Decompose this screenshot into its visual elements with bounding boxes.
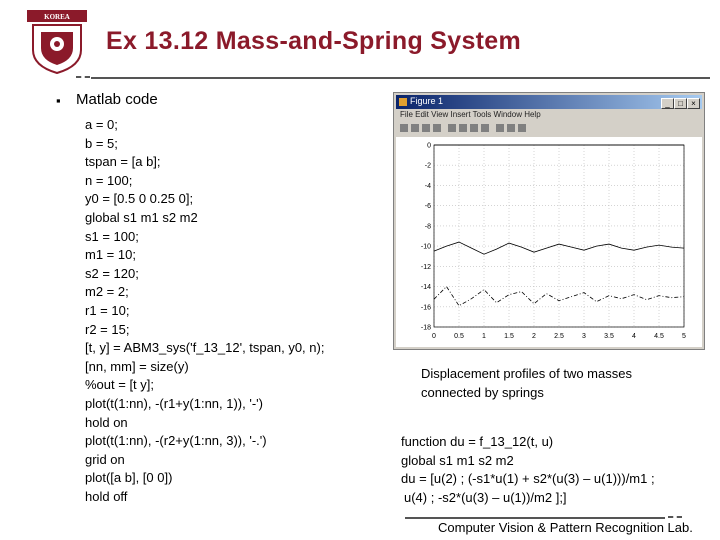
university-logo (27, 10, 87, 74)
code-line: s1 = 100; (85, 228, 139, 244)
x-tick-label: 1.5 (504, 333, 514, 340)
svg-text:KOREA: KOREA (44, 13, 70, 21)
open-file-icon[interactable] (411, 124, 419, 132)
code-line: hold off (85, 488, 128, 504)
figure-caption (421, 364, 632, 402)
arrow-icon[interactable] (470, 124, 478, 132)
line-icon[interactable] (481, 124, 489, 132)
series-line-1 (434, 242, 684, 254)
figure-toolbar (396, 122, 702, 136)
y-tick-label: -18 (420, 324, 431, 332)
function-line: function du = f_13_12(t, u) (401, 434, 554, 449)
save-icon[interactable] (422, 124, 430, 132)
matlab-figure-window (393, 92, 705, 350)
title-rule (91, 77, 710, 79)
x-tick-label: 4.5 (654, 333, 664, 340)
code-line: [nn, mm] = size(y) (85, 358, 189, 374)
caption-line: connected by springs (421, 385, 544, 400)
minimize-button[interactable]: _ (661, 98, 674, 109)
x-tick-label: 2.5 (554, 333, 564, 340)
x-tick-label: 3.5 (604, 333, 614, 340)
y-tick-label: -16 (420, 304, 431, 312)
code-line: global s1 m1 s2 m2 (85, 209, 198, 225)
code-line: %out = [t y]; (85, 377, 155, 393)
print-icon[interactable] (433, 124, 441, 132)
y-tick-label: -4 (424, 182, 431, 190)
code-line: grid on (85, 451, 125, 467)
y-tick-label: -2 (424, 162, 431, 170)
rotate-icon[interactable] (518, 124, 526, 132)
code-line: m1 = 10; (85, 247, 136, 263)
text-icon[interactable] (459, 124, 467, 132)
figure-menubar[interactable]: File Edit View Insert Tools Window Help (400, 110, 541, 119)
x-tick-label: 2 (532, 333, 536, 340)
y-tick-label: 0 (427, 142, 431, 150)
code-line: plot(t(1:nn), -(r1+y(1:nn, 1)), '-') (85, 395, 263, 411)
zoom-in-icon[interactable] (496, 124, 504, 132)
function-code-block (401, 433, 655, 507)
footer-lab-name: Computer Vision & Pattern Recognition Lab. (438, 520, 693, 535)
code-line: tspan = [a b]; (85, 154, 161, 170)
y-tick-label: -6 (424, 203, 431, 211)
section-label: Matlab code (76, 91, 158, 108)
figure-titlebar (396, 95, 702, 109)
edit-plot-icon[interactable] (448, 124, 456, 132)
y-tick-label: -14 (420, 284, 431, 292)
function-line: du = [u(2) ; (-s1*u(1) + s2*(u(3) – u(1)))/m1 ; (401, 471, 655, 486)
code-line: r2 = 15; (85, 321, 130, 337)
new-figure-icon[interactable] (400, 124, 408, 132)
code-line: [t, y] = ABM3_sys('f_13_12', tspan, y0, n); (85, 340, 325, 356)
code-line: plot([a b], [0 0]) (85, 470, 173, 486)
footer-rule (405, 517, 665, 519)
code-line: plot(t(1:nn), -(r2+y(1:nn, 3)), '-.') (85, 433, 267, 449)
function-line: u(4) ; -s2*(u(3) – u(1))/m2 ];] (404, 489, 567, 505)
footer-rule-dash (668, 516, 682, 518)
code-line: n = 100; (85, 172, 133, 188)
code-line: b = 5; (85, 135, 118, 151)
matlab-code-block (85, 116, 324, 506)
y-tick-label: -10 (420, 243, 431, 251)
x-tick-label: 5 (682, 333, 686, 340)
title-rule-dash (76, 76, 90, 78)
page-title: Ex 13.12 Mass-and-Spring System (106, 27, 522, 55)
maximize-button[interactable]: □ (674, 98, 687, 109)
code-line: m2 = 2; (85, 284, 129, 300)
bullet-marker: ▪ (56, 93, 61, 108)
function-line: global s1 m1 s2 m2 (401, 452, 514, 468)
x-tick-label: 1 (482, 333, 486, 340)
y-tick-label: -12 (420, 263, 431, 271)
x-tick-label: 4 (632, 333, 636, 340)
code-line: a = 0; (85, 117, 118, 132)
code-line: s2 = 120; (85, 265, 139, 281)
x-tick-label: 0 (432, 333, 436, 340)
caption-line: Displacement profiles of two masses (421, 366, 632, 381)
displacement-plot (396, 137, 702, 347)
matlab-app-icon (399, 98, 407, 106)
x-tick-label: 3 (582, 333, 586, 340)
zoom-out-icon[interactable] (507, 124, 515, 132)
close-button[interactable]: × (687, 98, 700, 109)
y-tick-label: -8 (424, 223, 431, 231)
figure-canvas (396, 137, 702, 347)
code-line: hold on (85, 414, 128, 430)
x-tick-label: 0.5 (454, 333, 464, 340)
figure-title: Figure 1 (410, 96, 444, 106)
code-line: y0 = [0.5 0 0.25 0]; (85, 191, 194, 207)
code-line: r1 = 10; (85, 302, 130, 318)
